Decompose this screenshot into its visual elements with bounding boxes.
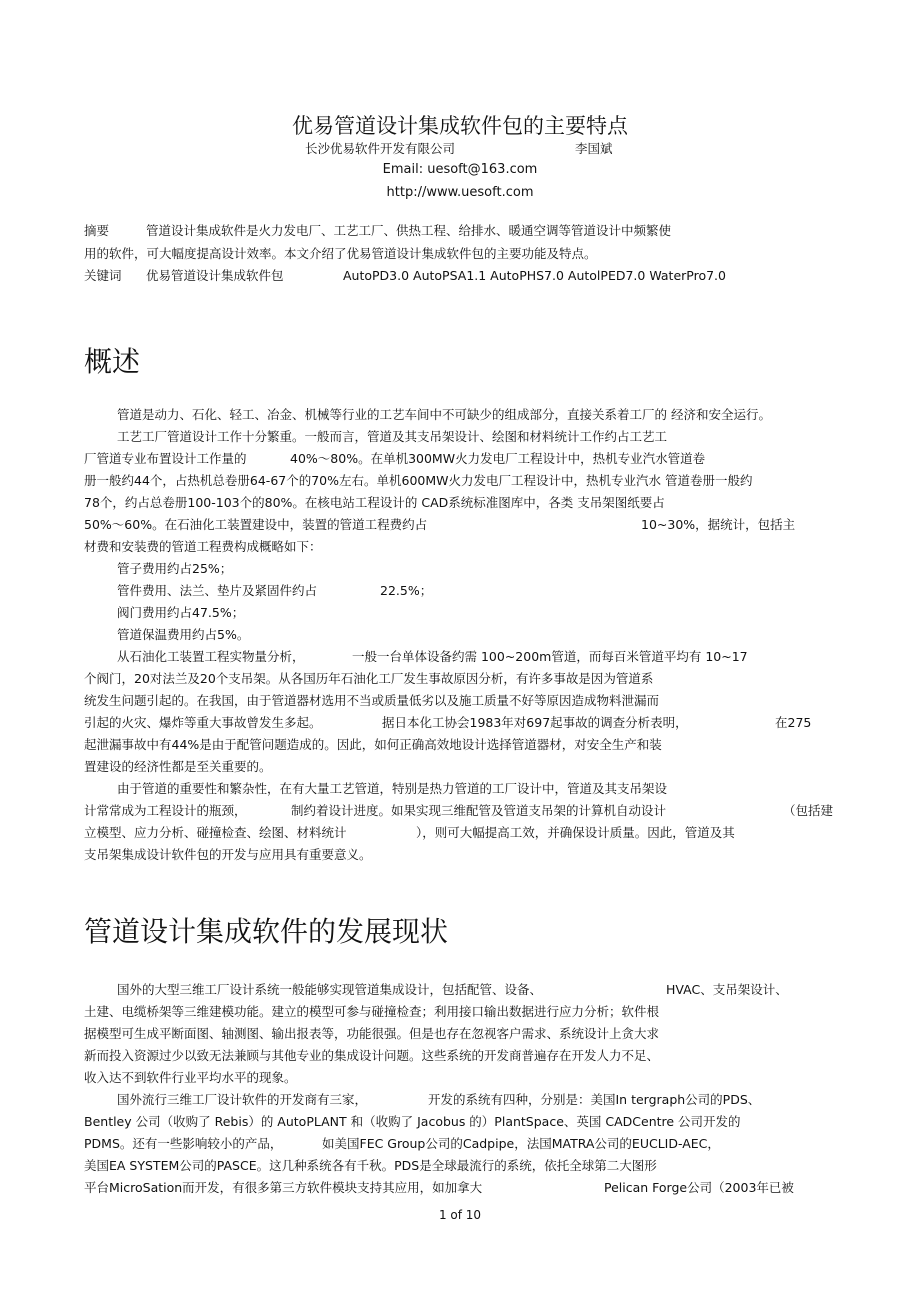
section-heading-overview: 概述 [84,345,141,378]
body-line: 册一般约44个，占热机总卷册64-67个的70%左右。单机600MW火力发电厂工程设计中，热机专业汽水 管道卷册一般约 [84,473,753,488]
body-line: Pelican Forge公司（2003年已被 [604,1180,794,1195]
body-line: 个阀门，20对法兰及20个支吊架。从各国历年石油化工厂发生事故原因分析，有许多事故是因为管道系 [84,671,654,686]
author-name: 李国斌 [575,141,613,156]
author-line [305,139,613,157]
body-line: 由于管道的重要性和繁杂性，在有大量工艺管道，特别是热力管道的工厂设计中，管道及其支吊架设 [117,781,668,796]
body-line: 工艺工厂管道设计工作十分繁重。一般而言，管道及其支吊架设计、绘图和材料统计工作约占工艺工 [117,429,668,444]
body-line: 新而投入资源过少以致无法兼顾与其他专业的集成设计问题。这些系统的开发商普遍存在开发人力不足、 [84,1048,660,1063]
body-line: 立模型、应力分析、碰撞检查、绘图、材料统计 [84,825,347,840]
body-line: 计常常成为工程设计的瓶颈， [84,803,247,818]
body-line: 开发的系统有四种，分别是：美国In tergraph公司的PDS、 [428,1092,761,1107]
body-line: 起泄漏事故中有44%是由于配管问题造成的。因此，如何正确高效地设计选择管道器材，对安全生产和装 [84,737,662,752]
body-line: 据模型可生成平断面图、轴测图、输出报表等，功能很强。但是也存在忽视客户需求、系统设计上贪大求 [84,1026,660,1041]
body-line: ），则可大幅提高工效，并确保设计质量。因此，管道及其 [416,825,735,840]
body-line: 引起的火灾、爆炸等重大事故曾发生多起。 [84,715,322,730]
body-line: 40%～80%。在单机300MW火力发电厂工程设计中，热机专业汽水管道卷 [290,451,706,466]
body-line: 材费和安装费的管道工程费构成概略如下： [84,539,322,554]
body-line: 如美国FEC Group公司的Cadpipe，法国MATRA公司的EUCLID-AEC， [322,1136,720,1151]
keywords-cn: 优易管道设计集成软件包 [146,268,284,283]
body-line: Bentley 公司（收购了 Rebis）的 AutoPLANT 和（收购了 Jacobus 的）PlantSpace、英国 CADCentre 公司开发的 [84,1114,741,1129]
body-line: HVAC、支吊架设计、 [666,982,788,997]
body-line: 置建设的经济性都是至关重要的。 [84,759,272,774]
body-line: 管道是动力、石化、轻工、冶金、机械等行业的工艺车间中不可缺少的组成部分，直接关系着工厂的 经济和安全运行。 [117,407,771,422]
body-line: 国外流行三维工厂设计软件的开发商有三家， [117,1092,368,1107]
keywords-en: AutoPD3.0 AutoPSA1.1 AutoPHS7.0 AutolPED7.0 WaterPro7.0 [343,268,726,283]
page-title: 优易管道设计集成软件包的主要特点 [292,114,628,138]
body-line: 一般一台单体设备约需 100~200m管道，而每百米管道平均有 10~17 [352,649,748,664]
abstract-line-2: 用的软件，可大幅度提高设计效率。本文介绍了优易管道设计集成软件包的主要功能及特点。 [84,246,597,261]
body-line: 平台MicroSation而开发，有很多第三方软件模块支持其应用，如加拿大 [84,1180,483,1195]
body-line: 厂管道专业布置设计工作量的 [84,451,247,466]
website-line: http://www.uesoft.com [386,185,534,200]
page-number: 1 of 10 [438,1208,482,1222]
body-line: 制约着设计进度。如果实现三维配管及管道支吊架的计算机自动设计 [291,803,667,818]
body-line: 22.5%； [380,583,433,598]
body-line: 美国EA SYSTEM公司的PASCE。这几种系统各有千秋。PDS是全球最流行的系统，依托全球第二大图形 [84,1158,657,1173]
body-line: PDMS。还有一些影响较小的产品， [84,1136,283,1151]
body-line: （包括建 [783,803,834,818]
body-line: 阀门费用约占47.5%； [117,605,245,620]
body-line: 支吊架集成设计软件包的开发与应用具有重要意义。 [84,847,372,862]
body-line: 据日本化工协会1983年对697起事故的调查分析表明， [382,715,688,730]
body-line: 50%～60%。在石油化工装置建设中，装置的管道工程费约占 [84,517,428,532]
body-line: 土建、电缆桥架等三维建模功能。建立的模型可参与碰撞检查；利用接口输出数据进行应力分析；软件根 [84,1004,660,1019]
body-line: 管件费用、法兰、垫片及紧固件约占 [117,583,318,598]
body-line: 管道保温费用约占5%。 [117,627,250,642]
email-line: Email: uesoft@163.com [382,162,538,177]
body-line: 从石油化工装置工程实物量分析， [117,649,305,664]
abstract-label: 摘要 [84,223,110,238]
author-company: 长沙优易软件开发有限公司 [305,141,456,156]
body-line: 在275 [775,715,812,730]
body-line: 78个，约占总卷册100-103个的80%。在核电站工程设计的 CAD系统标准图库中，各类 支吊架图纸要占 [84,495,665,510]
body-line: 10~30%，据统计，包括主 [641,517,796,532]
body-line: 收入达不到软件行业平均水平的现象。 [84,1070,297,1085]
body-line: 统发生问题引起的。在我国，由于管道器材选用不当或质量低劣以及施工质量不好等原因造成物料泄漏而 [84,693,660,708]
keywords-label: 关键词 [84,268,122,283]
section-heading-status: 管道设计集成软件的发展现状 [84,915,449,948]
body-line: 管子费用约占25%； [117,561,233,576]
abstract-line-1: 管道设计集成软件是火力发电厂、工艺工厂、供热工程、给排水、暖通空调等管道设计中频繁使 [146,223,672,238]
body-line: 国外的大型三维工厂设计系统一般能够实现管道集成设计，包括配管、设备、 [117,982,543,997]
